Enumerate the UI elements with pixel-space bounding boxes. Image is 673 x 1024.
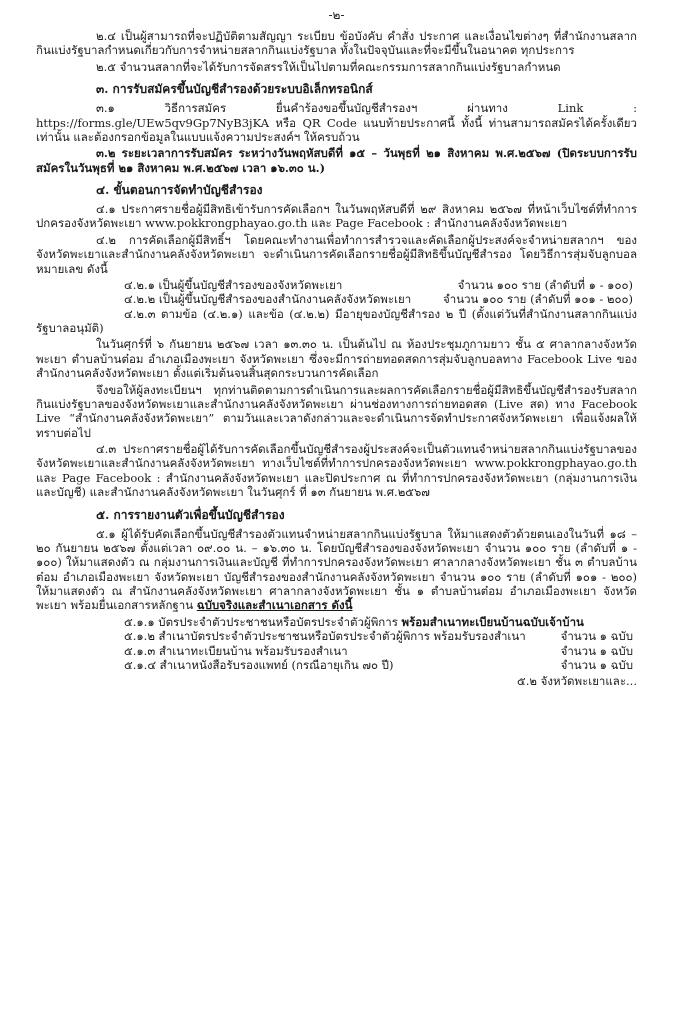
list-item-label: ๕.๑.๒ สำเนาบัตรประจำตัวประชาชนหรือบัตรประจำตัวผู้พิการ พร้อมรับรองสำเนา [124, 629, 526, 644]
list-item-label: ๕.๑.๑ บัตรประจำตัวประชาชนหรือบัตรประจำตัวผู้พิการ [124, 614, 398, 629]
continued-text: ๕.๒ จังหวัดพะเยาและ... [517, 674, 637, 689]
list-item-5-1-2 [36, 629, 637, 643]
section-4-heading: ๔. ขั้นตอนการจัดทำบัญชีสำรอง [96, 183, 263, 197]
list-item-5-1-4 [36, 658, 637, 672]
list-item-label: ๕.๑.๓ สำเนาทะเบียนบ้าน พร้อมรับรองสำเนา [124, 643, 348, 658]
section-5-heading: ๕. การรายงานตัวเพื่อขึ้นบัญชีสำรอง [96, 507, 285, 522]
paragraph-5-1-body: ๕.๑ ผู้ได้รับคัดเลือกขึ้นบัญชีสำรองตัวแทนจำหน่ายสลากกินแบ่งรัฐบาล ให้มาแสดงตัวด้วยตนเองในวันที่ ๑๘ – ๒๐ กันยายน ๒๕๖๗ ตั้งแต่เวลา ๐๙.๐๐ น. – ๑๖.๓๐ น. โดยบัญชีสำรองของจังหวัดพะเยา จำนวน ๑๐๐ ราย (ลำดับที่ ๑ - ๑๐๐) ให้มาแสดงตัว ณ กลุ่มงานการเงินและบัญชี ที่ทำการปกครองจังหวัดพะเยา ศาลากลางจังหวัดพะเยา ชั้น ๓ ตำบลบ้านต๋อม อำเภอเมืองพะเยา จังหวัดพะเยา บัญชีสำรองของสำนักงานคลังจังหวัดพะเยา จำนวน ๑๐๐ ราย (ลำดับที่ ๑๐๑ - ๒๐๐) ให้มาแสดงตัว ณ สำนักงานคลังจังหวัดพะเยา ศาลากลางจังหวัดพะเยา ชั้น ๑ ตำบลบ้านต๋อม อำเภอเมืองพะเยา จังหวัดพะเยา พร้อมยื่นเอกสารหลักฐาน [36, 526, 637, 613]
paragraph-4-2: ๔.๒ การคัดเลือกผู้มีสิทธิ์ฯ โดยคณะทำงานเพื่อทำการสำรวจและคัดเลือกผู้ประสงค์จะจำหน่ายสลากฯ ของจังหวัดพะเยาและสำนักงานคลังจังหวัดพะเยา จะดำเนินการคัดเลือกรายชื่อผู้มีสิทธิขึ้นบัญชีสำรอง โดยวิธีการสุ่มจับลูกบอลหมายเลข ดังนี้ [36, 232, 637, 276]
list-item-amount: จำนวน ๑๐๐ ราย (ลำดับที่ ๑ - ๑๐๐) [457, 277, 633, 292]
paragraph-4-2-3: ๔.๒.๓ ตามข้อ (๔.๒.๑) และข้อ (๔.๒.๒) มีอายุของบัญชีสำรอง ๒ ปี (ตั้งแต่วันที่สำนักงานสลากกินแบ่งรัฐบาลอนุมัติ) [36, 306, 637, 335]
paragraph-friday-event: ในวันศุกร์ที่ ๖ กันยายน ๒๕๖๗ เวลา ๑๓.๓๐ น. เป็นต้นไป ณ ห้องประชุมภูกามยาว ชั้น ๕ ศาลากลางจังหวัดพะเยา ตำบลบ้านต๋อม อำเภอเมืองพะเยา จังหวัดพะเยา ซึ่งจะมีการถ่ายทอดสดการสุ่มจับลูกบอลทาง Facebook Live ของสำนักงานคลังจังหวัดพะเยา ตั้งแต่เริ่มต้นจนสิ้นสุดกระบวนการคัดเลือก [36, 337, 637, 381]
list-item-amount: จำนวน ๑ ฉบับ [560, 657, 633, 672]
list-item-bold: พร้อมสำเนาทะเบียนบ้านฉบับเจ้าบ้าน [401, 614, 584, 629]
list-item-4-2-1 [36, 278, 637, 292]
paragraph-2-5: ๒.๕ จำนวนสลากที่จะได้รับการจัดสรรให้เป็นไปตามที่คณะกรรมการสลากกินแบ่งรัฐบาลกำหนด [96, 59, 561, 74]
paragraph-5-1-tail: ฉบับจริงและสำเนาเอกสาร ดังนี้ [196, 598, 353, 613]
page-number: -๒- [328, 8, 345, 22]
paragraph-4-3: ๔.๓ ประกาศรายชื่อผู้ได้รับการคัดเลือกขึ้นบัญชีสำรองผู้ประสงค์จะเป็นตัวแทนจำหน่ายสลากกินแบ่งรัฐบาลของจังหวัดพะเยาและสำนักงานคลังจังหวัดพะเยา ทางเว็บไซต์ที่ทำการปกครองจังหวัดพะเยา www.pokkrongphayao.go.th และ Page Facebook : สำนักงานคลังจังหวัดพะเยา และปิดประกาศ ณ ที่ทำการปกครองจังหวัดพะเยา (กลุ่มงานการเงินและบัญชี) และสำนักงานคลังจังหวัดพะเยา ในวันศุกร์ ที่ ๑๓ กันยายน พ.ศ.๒๕๖๗ [36, 442, 637, 500]
list-item-amount: จำนวน ๑ ฉบับ [560, 629, 633, 644]
list-item-5-1-1 [36, 615, 637, 629]
paragraph-3-1: ๓.๑ วิธีการสมัคร ยื่นคำร้องขอขึ้นบัญชีสำรองฯ ผ่านทาง Link : https://forms.gle/UEw5qv9Gp7NyB3jKA หรือ QR Code แนบท้ายประกาศนี้ ทั้งนี้ ท่านสามารถสมัครได้ครั้งเดียวเท่านั้น และต้องกรอกข้อมูลในแบบแจ้งความประสงค์ฯ ให้ครบถ้วน [36, 101, 637, 144]
paragraph-4-1: ๔.๑ ประกาศรายชื่อผู้มีสิทธิเข้ารับการคัดเลือกฯ ในวันพฤหัสบดีที่ ๒๙ สิงหาคม ๒๕๖๗ ที่หน้าเว็บไซต์ที่ทำการปกครองจังหวัดพะเยา www.pokkrongphayao.go.th และ Page Facebook : สำนักงานคลังจังหวัดพะเยา [36, 202, 637, 231]
list-item-amount: จำนวน ๑ ฉบับ [560, 643, 633, 658]
list-item-label: ๕.๑.๔ สำเนาหนังสือรับรองแพทย์ (กรณีอายุเกิน ๗๐ ปี) [124, 657, 394, 672]
list-item-amount: จำนวน ๑๐๐ ราย (ลำดับที่ ๑๐๑ - ๒๐๐) [443, 292, 633, 307]
section-3-heading: ๓. การรับสมัครขึ้นบัญชีสำรองด้วยระบบอิเล็กทรอนิกส์ [96, 82, 373, 97]
list-item-4-2-2 [36, 292, 637, 306]
paragraph-invitation: จึงขอให้ผู้ลงทะเบียนฯ ทุกท่านติดตามการดำเนินการและผลการคัดเลือกรายชื่อผู้มีสิทธิขึ้นบัญชีสำรองรับสลากกินแบ่งรัฐบาลของจังหวัดพะเยาและสำนักงานคลังจังหวัดพะเยา ผ่านช่องทางการถ่ายทอดสด (Live สด) ทาง Facebook Live “สำนักงานคลังจังหวัดพะเยา” ตามวันและเวลาดังกล่าวและจะดำเนินการจัดทำประกาศจังหวัดพะเยา เพื่อแจ้งผลให้ทราบต่อไป [36, 382, 637, 440]
list-item-label: ๔.๒.๒ เป็นผู้ขึ้นบัญชีสำรองของสำนักงานคลังจังหวัดพะเยา [124, 292, 412, 307]
paragraph-3-2: ๓.๒ ระยะเวลาการรับสมัคร ระหว่างวันพฤหัสบดีที่ ๑๕ – วันพุธที่ ๒๑ สิงหาคม พ.ศ.๒๕๖๗ (ปิดระบบการรับสมัครในวันพุธที่ ๒๑ สิงหาคม พ.ศ.๒๕๖๗ เวลา ๑๖.๓๐ น.) [36, 146, 637, 175]
list-item-label: ๔.๒.๑ เป็นผู้ขึ้นบัญชีสำรองของจังหวัดพะเยา [124, 277, 343, 292]
paragraph-2-4: ๒.๔ เป็นผู้สามารถที่จะปฏิบัติตามสัญญา ระเบียบ ข้อบังคับ คำสั่ง ประกาศ และเงื่อนไขต่างๆ ที่สำนักงานสลากกินแบ่งรัฐบาลกำหนดเกี่ยวกับการจำหน่ายสลากกินแบ่งรัฐบาล ทั้งในปัจจุบันและที่จะมีขึ้นในอนาคต ทุกประการ [36, 29, 637, 58]
paragraph-5-1 [36, 527, 637, 613]
list-item-5-1-3 [36, 644, 637, 658]
